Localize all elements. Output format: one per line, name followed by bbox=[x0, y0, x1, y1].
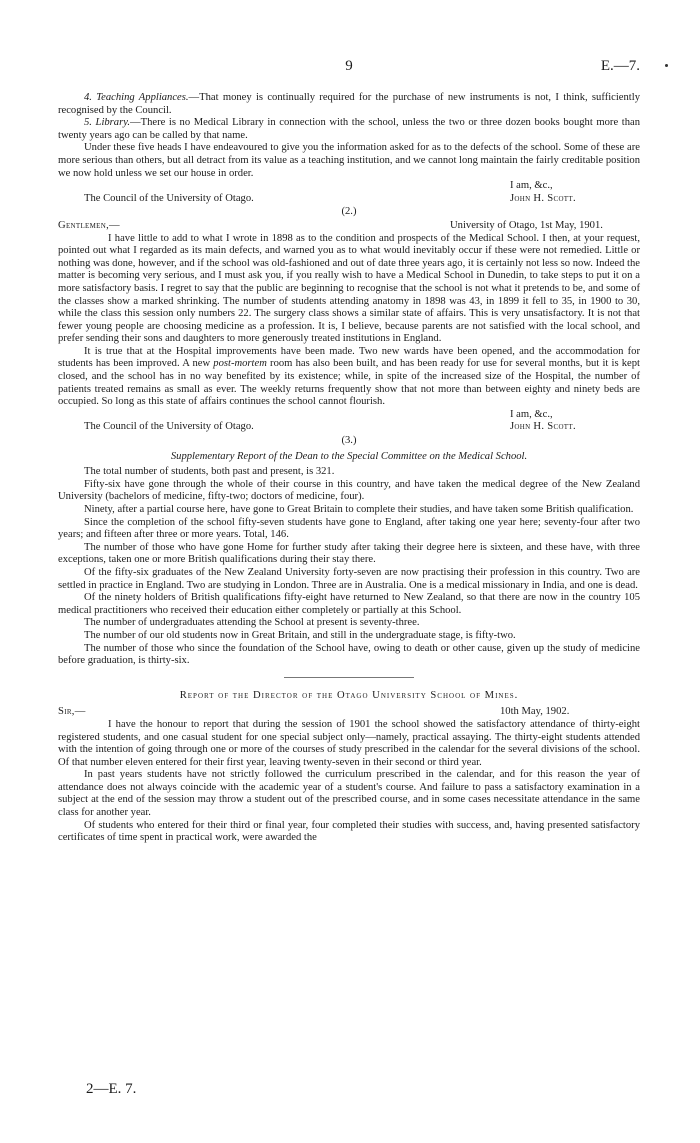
paragraph: The number of those who have gone Home for further study after taking their degree here is sixteen, and these have, with three exceptions, taken one or more British qualifications during their stay there. bbox=[58, 541, 640, 566]
salutation-line bbox=[58, 220, 640, 233]
paragraph: Ninety, after a partial course here, have gone to Great Britain to complete their studies, and have taken some British qualification. bbox=[84, 504, 634, 515]
salutation-line bbox=[58, 706, 640, 719]
section-title: Supplementary Report of the Dean to the Special Committee on the Medical School. bbox=[170, 450, 528, 462]
closing-phrase: I am, &c., bbox=[510, 180, 553, 192]
closing-phrase: I am, &c., bbox=[510, 408, 553, 420]
letter-date: University of Otago, 1st May, 1901. bbox=[450, 219, 603, 231]
paragraph: The number of our old students now in Great Britain, and still in the undergraduate stage, is fifty-two. bbox=[84, 629, 516, 641]
paragraph: Of the ninety holders of British qualifications fifty-eight have returned to New Zealand, so that there are now in the country 105 medical practitioners who received their education either completely or partially at this School. bbox=[58, 592, 640, 616]
paragraph: I have the honour to report that during the session of 1901 the school showed the satisfactory attendance of thirty-eight registered students, and one casual student for one special subject only—namely, practical assaying. The thirty-eight students attended with the intention of going through one or more of the courses of study prescribed in the calendar for the several divisions of the school. Of that number eleven entered for their first year, leaving twenty-seven in their second or third year. bbox=[58, 718, 640, 768]
letter-date: 10th May, 1902. bbox=[500, 706, 570, 718]
paragraph: The number of those who since the foundation of the School have, owing to death or other cause, given up the study of medicine before graduation, is thirty-six. bbox=[58, 642, 640, 667]
item-text: —That money is continually required for the purchase of new instruments is not, I think, sufficiently recognised by the Council. bbox=[58, 92, 640, 116]
item-text: —There is no Medical Library in connection with the school, unless the two or three dozen books bought more than twenty years ago can be called by that name. bbox=[58, 117, 640, 141]
page-header bbox=[58, 58, 640, 76]
paragraph bbox=[58, 346, 640, 409]
signature-mark: 2—E. 7. bbox=[86, 1081, 137, 1097]
paragraph: The number of undergraduates attending the School at present is seventy-three. bbox=[84, 617, 420, 629]
closing-line bbox=[58, 409, 640, 422]
page-mark-dot bbox=[665, 64, 668, 67]
text-run: room has also been built, and has been ready for use for several months, but it is kept closed, and the school has in no way benefited by its existence; while, in spite of the increased size of the Hospital, the number of patients treated remains as small as ever. The weekly returns frequently show that not more than between eighty and ninety beds are occupied. So long as this state of affairs continues the school cannot flourish. bbox=[58, 358, 640, 408]
item-label: 5. Library. bbox=[84, 117, 130, 129]
document-code: E.—7. bbox=[600, 58, 640, 74]
paragraph: I have little to add to what I wrote in 1898 as to the condition and prospects of the Medical School. I then, at your request, pointed out what I regarded as its main defects, and warned you as to what would inevitably occur if these were not remedied. Little or nothing was done, however, and if the school was old-fashioned and out of date three years ago, it is certainly not less so now. Indeed the matter is becoming very serious, and I must ask you, if you really wish to have a Medical School in Dunedin, to take steps to put it on a more satisfactory basis. I regret to say that the public are beginning to recognise that the school is not what it pretends to be, and some of the classes show a marked shrinking. The number of students attending anatomy in 1898 was 43, in 1899 it fell to 35, in 1900 to 30, while the class this session only numbers 22. The surgery class shows a similar state of affairs. This is very unsatisfactory. It is not that fewer young people are choosing medicine as a profession. It is, I believe, because parents are not satisfied with the local school, and prefer sending their sons and daughters to more generously treated institutions in England. bbox=[58, 232, 640, 345]
report-title: Report of the Director of the Otago University School of Mines. bbox=[179, 689, 519, 701]
document-body bbox=[58, 92, 640, 845]
section-number: (2.) bbox=[341, 206, 357, 218]
paragraph: Under these five heads I have endeavoured to give you the information asked for as to the defects of the school. Some of these are more serious than others, but all detract from its value as a teaching institution, and we cannot long maintain the fairly creditable position we now hold unless we set our house in order. bbox=[58, 142, 640, 179]
paragraph: Of the fifty-six graduates of the New Zealand University forty-seven are now practising their profession in this country. Two are settled in practice in England. Two are studying in London. Three are in Australia. One is a medical missionary in India, and one is dead. bbox=[58, 566, 640, 591]
addressee: The Council of the University of Otago. bbox=[84, 421, 254, 433]
salutation: Gentlemen,— bbox=[58, 219, 120, 231]
item-library bbox=[58, 117, 640, 142]
signature: John H. Scott. bbox=[510, 421, 576, 433]
signature-line bbox=[58, 421, 640, 434]
page-number: 9 bbox=[345, 58, 353, 74]
signature-line bbox=[58, 193, 640, 206]
paragraph: Since the completion of the school fifty-seven students have gone to England, after taking one year here; seventy-four after two years; and fifteen after three or more years. Total, 146. bbox=[58, 516, 640, 541]
item-teaching-appliances bbox=[58, 92, 640, 117]
paragraph: Fifty-six have gone through the whole of their course in this country, and have taken the medical degree of the New Zealand University (bachelors of medicine, fifty-two; doctors of medicine, four). bbox=[58, 478, 640, 503]
addressee: The Council of the University of Otago. bbox=[84, 192, 254, 204]
paragraph: The total number of students, both past and present, is 321. bbox=[84, 466, 335, 478]
italic-term: post-mortem bbox=[213, 358, 267, 370]
signature: John H. Scott. bbox=[510, 192, 576, 204]
paragraph: Of students who entered for their third or final year, four completed their studies with success, and, having presented satisfactory certificates of time spent in practical work, were awarded the bbox=[58, 819, 640, 844]
closing-line bbox=[58, 180, 640, 193]
text-run: It is true that at the Hospital improvements have been made. Two new wards have been opened, and the accommodation for students has been improved. A new bbox=[58, 345, 640, 370]
section-number: (3.) bbox=[341, 435, 357, 447]
paragraph: In past years students have not strictly followed the curriculum prescribed in the calendar, and for this reason the year of attendance does not always coincide with the academic year of a student's course. And failure to pass a satisfactory examination in a subject at the end of the session may throw a student out of the prescribed course, and in some cases necessitate attendance in the same class for another year. bbox=[58, 769, 640, 819]
item-label: 4. Teaching Appliances. bbox=[84, 92, 189, 103]
section-divider bbox=[284, 677, 414, 678]
salutation: Sir,— bbox=[58, 706, 86, 718]
